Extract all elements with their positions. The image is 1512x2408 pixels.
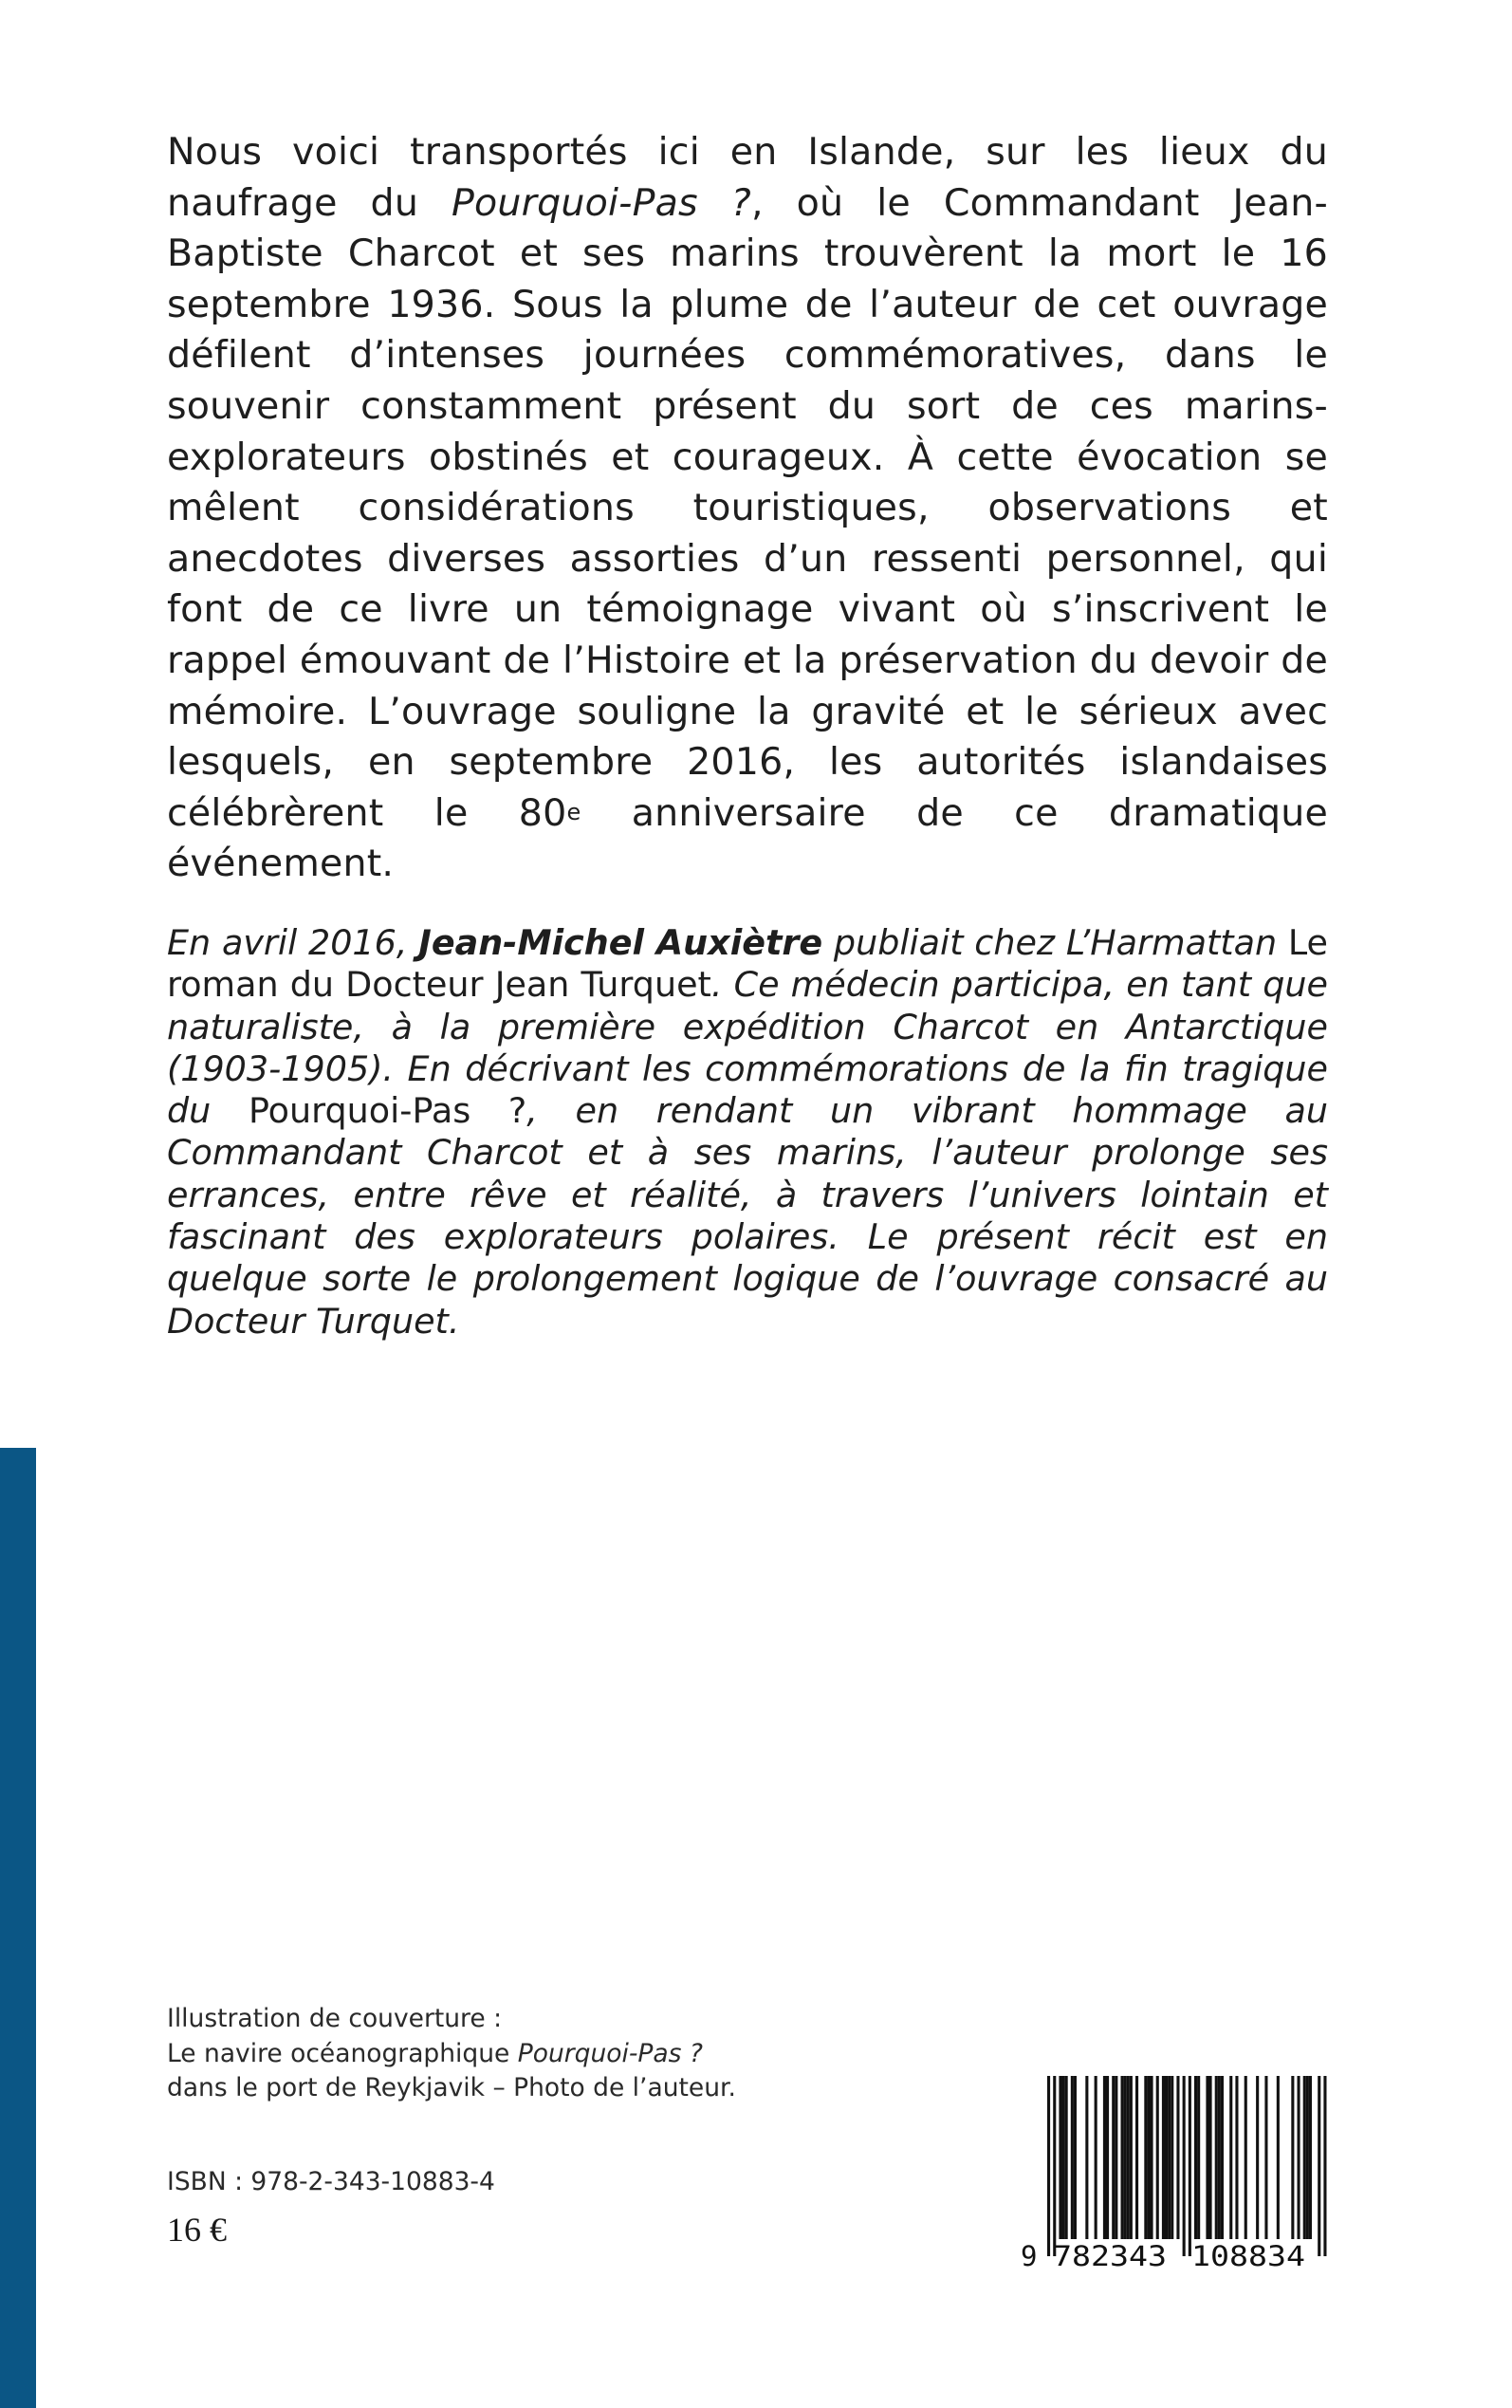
barcode-bar [1165, 2076, 1168, 2239]
barcode-bar [1194, 2076, 1197, 2239]
barcode-bar [1171, 2076, 1173, 2239]
isbn: ISBN : 978-2-343-10883-4 [167, 2167, 495, 2196]
barcode-bar [1065, 2076, 1068, 2239]
barcode-bar [1303, 2076, 1306, 2239]
barcode-bar [1162, 2076, 1165, 2239]
barcode-guard-bar [1053, 2076, 1056, 2256]
barcode-bar [1277, 2076, 1280, 2239]
barcode-bar [1309, 2076, 1312, 2239]
barcode-graphic [1017, 2070, 1330, 2273]
credit-line-1: Illustration de couverture : [167, 2004, 503, 2033]
barcode-bar [1121, 2076, 1124, 2239]
barcode-bar [1135, 2076, 1138, 2239]
barcode-bar [1218, 2076, 1221, 2239]
barcode-bar [1298, 2076, 1300, 2239]
barcode-bar [1176, 2076, 1179, 2239]
barcode-bar [1291, 2076, 1294, 2239]
credit-line-2: Le navire océanographique Pourquoi-Pas ? [167, 2038, 703, 2068]
barcode-bar [1085, 2076, 1088, 2239]
barcode-bar [1235, 2076, 1238, 2239]
barcode-bar [1103, 2076, 1106, 2239]
price: 16 € [167, 2211, 227, 2249]
back-cover-description [167, 127, 1328, 890]
author-bio-paragraph: En avril 2016, Jean-Michel Auxiètre publiait chez L’Harmattan Le roman du Docteur Jean Turquet. Ce médecin participa, en tant que naturaliste, à la première expédition Charcot en Antarctique (1903-1905). En décrivant les commémorations de la fin tragique du Pourquoi-Pas ?, en rendant un vibrant hommage au Commandant Charcot et à ses marins, l’auteur prolonge ses errances, entre rêve et réalité, à travers l’univers lointain et fascinant des explorateurs polaires. Le présent récit est en quelque sorte le prolongement logique de l’ouvrage consacré au Docteur Turquet. [167, 922, 1329, 1342]
barcode-bar [1127, 2076, 1130, 2239]
barcode-bar [1112, 2076, 1115, 2239]
cover-illustration-credit [167, 2002, 736, 2106]
barcode-bar [1229, 2076, 1232, 2239]
barcode-bar [1306, 2076, 1309, 2239]
barcode-bar [1256, 2076, 1259, 2239]
barcode-bar [1264, 2076, 1267, 2239]
barcode-bar [1147, 2076, 1150, 2239]
barcode-bar [1206, 2076, 1208, 2239]
barcode-digit-first: 9 [1021, 2240, 1038, 2272]
credit-ship-name: Pourquoi-Pas ? [517, 2038, 703, 2068]
barcode-bar [1151, 2076, 1153, 2239]
barcode-bar [1130, 2076, 1133, 2239]
barcode-guard-bar [1323, 2076, 1326, 2256]
barcode-digits-left: 782343 [1053, 2240, 1167, 2272]
barcode-bar [1144, 2076, 1147, 2239]
barcode-bar [1062, 2076, 1065, 2239]
book-title-ship: Pourquoi-Pas ? [248, 1090, 527, 1132]
credit-line-3: dans le port de Reykjavik – Photo de l’auteur. [167, 2073, 736, 2102]
ordinal-suffix: e [566, 798, 581, 825]
barcode-bar [1156, 2076, 1159, 2239]
barcode-bar [1095, 2076, 1097, 2239]
barcode-bar [1245, 2076, 1247, 2239]
barcode [1017, 2070, 1330, 2273]
barcode-bar [1221, 2076, 1224, 2239]
ship-name: Pourquoi-Pas ? [452, 180, 751, 225]
author-name: Jean-Michel Auxiètre [418, 922, 823, 963]
barcode-bar [1209, 2076, 1212, 2239]
barcode-digits-right: 108834 [1191, 2240, 1305, 2272]
barcode-guard-bar [1189, 2076, 1191, 2256]
barcode-bar [1074, 2076, 1077, 2239]
barcode-bars [1047, 2076, 1327, 2256]
barcode-bar [1059, 2076, 1061, 2239]
barcode-guard-bar [1318, 2076, 1320, 2256]
description-paragraph: Nous voici transportés ici en Islande, sur les lieux du naufrage du Pourquoi-Pas ?, où le Commandant Jean-Baptiste Charcot et ses marins trouvèrent la mort le 16 septembre 1936. Sous la plume de l’auteur de cet ouvrage défilent d’intenses journées commémoratives, dans le souvenir constamment présent du sort de ces marins-explorateurs obstinés et courageux. À cette évocation se mêlent considérations touristiques, observations et anecdotes diverses assorties d’un ressenti personnel, qui font de ce livre un témoignage vivant où s’inscrivent le rappel émouvant de l’Histoire et la préservation du devoir de mémoire. L’ouvrage souligne la gravité et le sérieux avec lesquels, en septembre 2016, les autorités islandaises célébrèrent le 80e anniversaire de ce dramatique événement. [167, 130, 1328, 886]
barcode-bar [1106, 2076, 1109, 2239]
barcode-bar [1071, 2076, 1074, 2239]
barcode-guard-bar [1183, 2076, 1186, 2256]
spine-color-band [0, 1448, 36, 2408]
previous-book-title: Le roman du Docteur Jean Turquet [167, 922, 1329, 1006]
author-bio [167, 922, 1328, 1343]
barcode-bar [1197, 2076, 1200, 2239]
barcode-bar [1115, 2076, 1117, 2239]
barcode-bar [1215, 2076, 1218, 2239]
barcode-bar [1168, 2076, 1171, 2239]
barcode-guard-bar [1047, 2076, 1050, 2256]
barcode-bar [1124, 2076, 1127, 2239]
